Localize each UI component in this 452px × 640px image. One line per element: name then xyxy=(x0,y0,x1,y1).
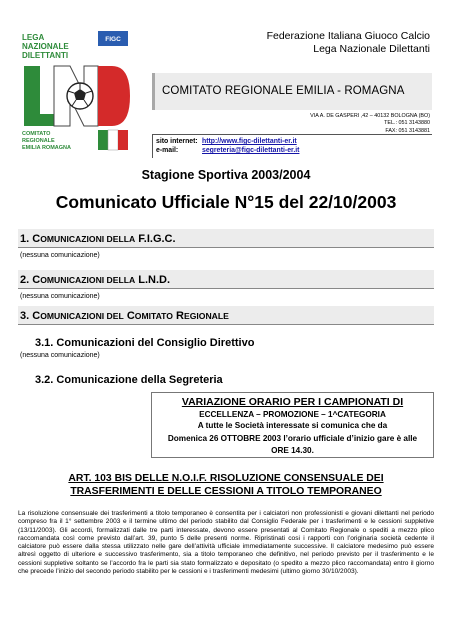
section-3-smallcaps3: EGIONALE xyxy=(183,311,229,321)
article-body: La risoluzione consensuale dei trasferimenti a titolo temporaneo è consentita per i calciatori non professionisti e giovani dilettanti nel periodo compreso fra il 1° settembre 2003 e il termine ultimo del periodo stabilito dal Consiglio Federale per i trasferimenti e le cessioni suppletive (13/11/2003). Gli accordi, formalizzati dalle tre parti interessate, devono essere presentati al Comitato Regionale o spediti a mezzo plico raccomandata così come previsto dall’art. 39, punto 5 delle presenti norme. Ripristinati cosi i rapporti con l’originaria società cedente il calciatore può essere dalla stessa utilizzato nelle gare dell’attività ufficiale immediatamente successive. Il calciatore medesimo può essere altresì oggetto di ulteriore e successivo trasferimento, sia a titolo temporaneo che definitivo, nel periodo previsto per il trasferimento e le cessioni suppletive soltanto se l’accordo fra le parti sia stato formalizzato e depositato (o spedito a mezzo plico raccomandata) entro il giorno che precede l’inizio del secondo periodo stabilito per le cessioni e i trasferimenti medesimi (ultimo giorno 30/10/2003). xyxy=(18,510,434,576)
section-1-note: (nessuna comunicazione) xyxy=(20,252,100,259)
email-link[interactable]: segreteria@figc-dilettanti-er.it xyxy=(202,147,300,154)
email-label: e-mail: xyxy=(156,147,179,154)
federation-name: Federazione Italiana Giuoco Calcio xyxy=(266,30,430,42)
section-2-smallcaps: OMUNICAZIONI DELLA xyxy=(40,275,136,285)
notice-line1: A tutte le Società interessate si comunica che da xyxy=(197,421,388,430)
communique-title: Comunicato Ufficiale N°15 del 22/10/2003 xyxy=(55,192,397,212)
section-3-cap3: R xyxy=(176,310,184,322)
site-row xyxy=(156,138,297,145)
article-title-line1: ART. 103 BIS DELLE N.O.I.F. RISOLUZIONE CONSENSUALE DEI xyxy=(68,473,384,484)
article-title-line2: TRASFERIMENTI E DELLE CESSIONI A TITOLO TEMPORANEO xyxy=(70,485,382,497)
section-3-heading xyxy=(18,306,434,325)
schedule-notice xyxy=(151,392,434,458)
section-1-smallcaps: OMUNICAZIONI DELLA xyxy=(40,234,136,244)
contact-box xyxy=(152,134,432,158)
section-2-number: 2. xyxy=(20,274,30,286)
address-line: VIA A. DE GASPERI ,42 – 40132 BOLOGNA (BO) xyxy=(310,113,430,119)
subsection-3-2-title: 3.2. Comunicazione della Segreteria xyxy=(35,374,223,386)
notice-line2: Domenica 26 OTTOBRE 2003 l’orario ufficiale d’inizio gare è alle xyxy=(167,433,418,443)
region-bar xyxy=(152,73,432,110)
section-3-cap: C xyxy=(32,310,41,322)
article-title xyxy=(18,473,434,498)
section-1-heading xyxy=(18,229,434,248)
tel-line: TEL.: 051 3143880 xyxy=(384,120,430,127)
league-name: Lega Nazionale Dilettanti xyxy=(313,43,430,55)
notice-line3: ORE 14.30. xyxy=(271,446,314,455)
site-link[interactable]: http://www.figc-dilettanti-er.it xyxy=(202,138,297,145)
logo-line1: LEGA xyxy=(22,33,45,42)
subsection-3-1-title: 3.1. Comunicazioni del Consiglio Direttivo xyxy=(35,337,255,349)
section-3-number: 3. xyxy=(20,310,30,322)
section-1-number: 1. xyxy=(20,233,30,245)
section-1-cap: C xyxy=(32,233,41,245)
region-name: COMITATO REGIONALE EMILIA - ROMAGNA xyxy=(162,85,405,97)
section-3-cap2: C xyxy=(126,310,135,322)
section-2-heading xyxy=(18,270,434,289)
lnd-logo xyxy=(18,28,134,152)
section-2-cap: C xyxy=(32,274,41,286)
notice-title: VARIAZIONE ORARIO PER I CAMPIONATI DI xyxy=(181,396,404,408)
fax-line: FAX: 051 3143881 xyxy=(385,127,430,134)
section-3-smallcaps: OMUNICAZIONI DEL xyxy=(40,311,124,321)
logo-line2: NAZIONALE xyxy=(22,42,69,51)
season-title: Stagione Sportiva 2003/2004 xyxy=(141,168,311,182)
section-2-note: (nessuna comunicazione) xyxy=(20,293,100,300)
federation-header xyxy=(267,30,430,56)
subsection-3-1-note: (nessuna comunicazione) xyxy=(20,352,100,359)
section-2-tail: L.N.D. xyxy=(138,274,171,286)
section-3-smallcaps2: OMITATO xyxy=(134,311,173,321)
logo-line3: DILETTANTI xyxy=(22,51,69,60)
logo-sub2: REGIONALE xyxy=(22,138,55,144)
notice-categories: ECCELLENZA – PROMOZIONE – 1^CATEGORIA xyxy=(199,410,386,419)
address-block xyxy=(310,113,430,135)
email-row xyxy=(156,147,299,154)
logo-sub1: COMITATO xyxy=(22,131,51,137)
site-label: sito internet: xyxy=(156,138,198,145)
logo-sub3: EMILIA ROMAGNA xyxy=(22,145,71,151)
section-1-tail: F.I.G.C. xyxy=(138,233,176,245)
logo-badge: FIGC xyxy=(105,36,121,43)
